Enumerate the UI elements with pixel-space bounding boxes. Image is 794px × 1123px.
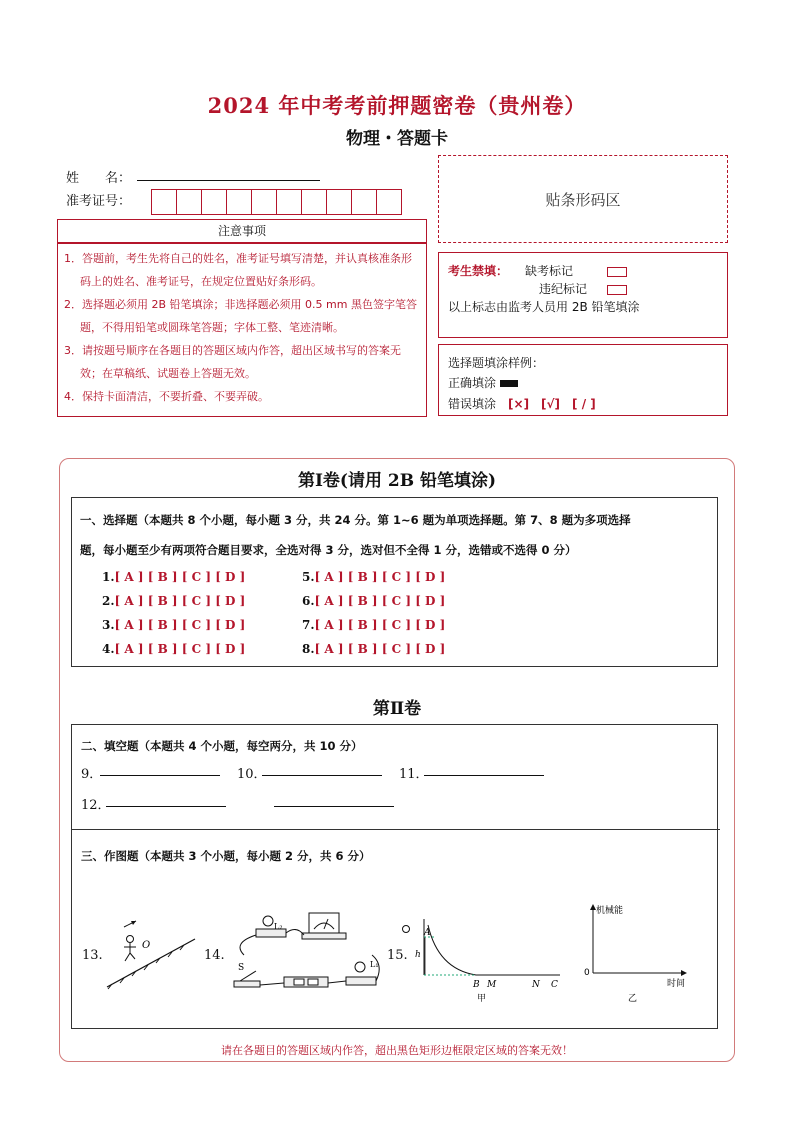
choice-row-5[interactable]: 5.[ A ] [ B ] [ C ] [ D ] bbox=[302, 570, 446, 584]
fill-blank-10[interactable] bbox=[262, 775, 382, 776]
choice-row-3[interactable]: 3.[ A ] [ B ] [ C ] [ D ] bbox=[102, 618, 246, 632]
drawing-figures bbox=[72, 895, 718, 1005]
notice-item: 2．选择题必须用 2B 铅笔填涂；非选择题必须用 0.5 mm 黑色签字笔答题，不得用铅笔或圆珠笔答题；字体工整、笔迹清晰。 bbox=[64, 298, 417, 334]
name-label: 姓 名： bbox=[66, 171, 132, 186]
fig15-m-label: M bbox=[487, 980, 497, 990]
fig15-y-label: 机械能 bbox=[596, 906, 624, 916]
part2-section bbox=[71, 724, 718, 1029]
page-subtitle: 物理・答题卡 bbox=[346, 129, 448, 149]
fig15-zero-label: 0 bbox=[584, 968, 590, 978]
wrong-label: 错误填涂 bbox=[448, 397, 497, 411]
fig15-n-label: N bbox=[532, 980, 540, 990]
fill-num-12: 12． bbox=[81, 798, 111, 813]
fill-blank-9[interactable] bbox=[100, 775, 220, 776]
fill-blank-12b[interactable] bbox=[274, 806, 394, 807]
choice-row-4[interactable]: 4.[ A ] [ B ] [ C ] [ D ] bbox=[102, 642, 246, 656]
choice-instructions-1: 一、选择题（本题共 8 个小题，每小题 3 分，共 24 分。第 1~6 题为单项选择题。第 7、8 题为多项选择 bbox=[80, 513, 631, 527]
figure-15a-curve[interactable] bbox=[403, 919, 561, 1004]
id-label: 准考证号： bbox=[66, 194, 132, 209]
choice-section bbox=[71, 497, 718, 667]
violation-label: 违纪标记 bbox=[539, 282, 588, 296]
footer-warning: 请在各题目的答题区域内作答，超出黑色矩形边框限定区域的答案无效！ bbox=[221, 1044, 573, 1057]
fill-num-11: 11． bbox=[399, 767, 429, 782]
fig15-a-label: A bbox=[424, 928, 431, 938]
fig15-b-label: B bbox=[473, 980, 480, 990]
fill-num-9: 9． bbox=[81, 767, 103, 782]
fill-num-10: 10． bbox=[237, 767, 267, 782]
choice-instructions-2: 题，每小题至少有两项符合题目要求，全选对得 3 分，选对但不全得 1 分，选错或不选得 0 分） bbox=[80, 543, 577, 557]
ban-label: 考生禁填： bbox=[448, 264, 509, 278]
barcode-area bbox=[438, 155, 728, 243]
section-divider bbox=[72, 829, 720, 830]
choice-row-8[interactable]: 8.[ A ] [ B ] [ C ] [ D ] bbox=[302, 642, 446, 656]
notice-item: 1．答题前，考生先将自己的姓名，准考证号填写清楚，并认真核准条形码上的姓名、准考证号，在规定位置贴好条形码。 bbox=[64, 252, 412, 288]
absent-label: 缺考标记 bbox=[525, 264, 574, 278]
id-box[interactable] bbox=[276, 189, 302, 215]
name-field[interactable] bbox=[137, 180, 320, 181]
id-box[interactable] bbox=[176, 189, 202, 215]
id-box[interactable] bbox=[201, 189, 227, 215]
notice-list bbox=[57, 243, 427, 417]
notice-item: 4．保持卡面清洁，不要折叠、不要弄破。 bbox=[64, 390, 269, 403]
draw-instructions: 三、作图题（本题共 3 个小题，每小题 2 分，共 6 分） bbox=[81, 849, 371, 863]
fig15-c-label: C bbox=[551, 980, 558, 990]
notice-heading: 注意事项 bbox=[57, 219, 427, 243]
notice-item: 3．请按题号顺序在各题目的答题区域内作答，超出区域书写的答案无效；在草稿纸、试题卷上答题无效。 bbox=[64, 344, 401, 380]
absent-mark-box[interactable] bbox=[607, 267, 627, 277]
fill-blank-12a[interactable] bbox=[106, 806, 226, 807]
id-box[interactable] bbox=[301, 189, 327, 215]
figure-15b-axes[interactable] bbox=[584, 904, 687, 1004]
choice-row-1[interactable]: 1.[ A ] [ B ] [ C ] [ D ] bbox=[102, 570, 246, 584]
id-box[interactable] bbox=[151, 189, 177, 215]
fill-blank-11[interactable] bbox=[424, 775, 544, 776]
fig15-jia-label: 甲 bbox=[477, 994, 487, 1004]
correct-fill-mark bbox=[500, 380, 518, 387]
figure-13-incline[interactable] bbox=[107, 921, 195, 989]
q15-label: 15. bbox=[387, 948, 408, 963]
fig14-l2-label: L₂ bbox=[274, 922, 283, 931]
barcode-label: 贴条形码区 bbox=[545, 190, 621, 209]
fig14-l1-label: L₁ bbox=[370, 960, 379, 969]
q14-label: 14. bbox=[204, 948, 225, 963]
ban-note: 以上标志由监考人员用 2B 铅笔填涂 bbox=[448, 300, 640, 314]
q13-label: 13. bbox=[82, 948, 103, 963]
figure-14-circuit[interactable] bbox=[234, 913, 379, 987]
fig15-h-label: h bbox=[415, 950, 421, 960]
choice-row-7[interactable]: 7.[ A ] [ B ] [ C ] [ D ] bbox=[302, 618, 446, 632]
id-box[interactable] bbox=[376, 189, 402, 215]
exam-ban-box bbox=[438, 252, 728, 338]
violation-mark-box[interactable] bbox=[607, 285, 627, 295]
choice-row-6[interactable]: 6.[ A ] [ B ] [ C ] [ D ] bbox=[302, 594, 446, 608]
page-title: 2024 年中考考前押题密卷（贵州卷） bbox=[207, 93, 587, 118]
sample-title: 选择题填涂样例： bbox=[448, 356, 545, 370]
id-box[interactable] bbox=[226, 189, 252, 215]
id-number-boxes[interactable] bbox=[151, 189, 401, 215]
fill-sample-box bbox=[438, 344, 728, 416]
id-box[interactable] bbox=[251, 189, 277, 215]
fill-instructions: 二、填空题（本题共 4 个小题，每空两分，共 10 分） bbox=[81, 739, 363, 753]
fig14-s-label: S bbox=[238, 963, 245, 973]
fig15-x-label: 时间 bbox=[667, 979, 686, 989]
id-box[interactable] bbox=[326, 189, 352, 215]
part1-title: 第Ⅰ卷(请用 2B 铅笔填涂) bbox=[297, 471, 497, 491]
correct-label: 正确填涂 bbox=[448, 376, 497, 390]
fig15-yi-label: 乙 bbox=[628, 994, 638, 1004]
wrong-marks: [×] [√] [ / ] bbox=[508, 397, 596, 411]
fig13-o-label: O bbox=[142, 940, 151, 951]
id-box[interactable] bbox=[351, 189, 377, 215]
choice-row-2[interactable]: 2.[ A ] [ B ] [ C ] [ D ] bbox=[102, 594, 246, 608]
part2-title: 第Ⅱ卷 bbox=[372, 699, 422, 719]
